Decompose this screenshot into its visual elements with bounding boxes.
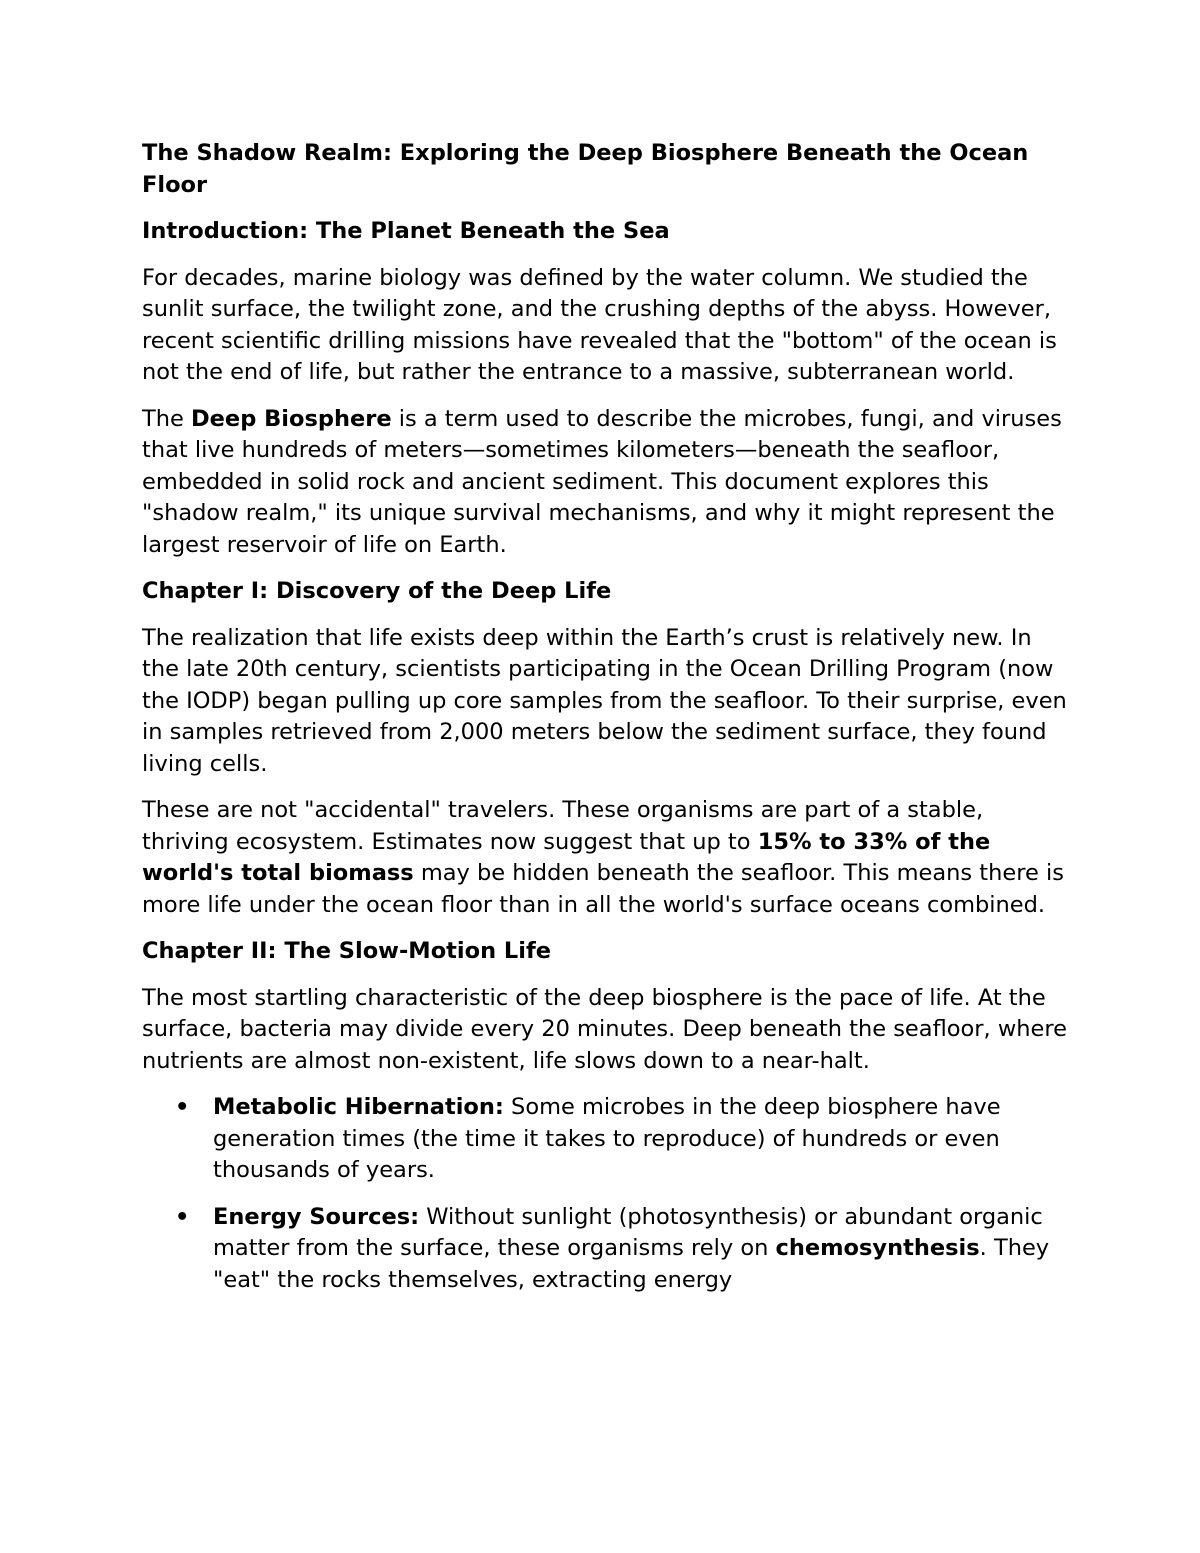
intro-paragraph-1: For decades, marine biology was defined by the water column. We studied the sunlit surface, the twilight zone, and the crushing depths of the abyss. However, recent scientific drilling missions have revealed that the "bottom" of the ocean is not the end of life, but rather the entrance to a massive, subterranean world. <box>142 264 1057 385</box>
chapter-1-paragraph-1: The realization that life exists deep within the Earth’s crust is relatively new. In the late 20th century, scientists participating in the Ocean Drilling Program (now the IODP) began pulling up core samples from the seafloor. To their surprise, even in samples retrieved from 2,000 meters below the sediment surface, they found living cells. <box>142 624 1067 777</box>
chapter-1-paragraph-2 <box>142 795 1070 921</box>
chemosynthesis-term: chemosynthesis <box>775 1235 980 1261</box>
document-title: The Shadow Realm: Exploring the Deep Biosphere Beneath the Ocean Floor <box>142 140 1029 198</box>
chapter-2-heading: Chapter II: The Slow-Motion Life <box>142 938 552 964</box>
bullet-icon: • <box>175 1094 190 1120</box>
bullet-list <box>142 1092 1070 1296</box>
bullet-text-a: Without sunlight (photosynthesis) or abundant organic matter from the surface, these organisms rely on <box>213 1203 1043 1261</box>
bullet-icon: • <box>175 1203 190 1230</box>
list-item <box>142 1202 1070 1297</box>
chapter-2-paragraph-1: The most startling characteristic of the deep biosphere is the pace of life. At the surface, bacteria may divide every 20 minutes. Deep beneath the seafloor, where nutrients are almost non-existent, life slows down to a near-halt. <box>142 984 1067 1074</box>
intro-p2-text-c: is a term used to describe the microbes, fungi, and viruses that live hundreds of meters—sometimes kilometers—beneath the seafloor, embedded in solid rock and ancient sediment. This document explores this "shadow realm," its unique survival mechanisms, and why it might represent the largest reservoir of life on Earth. <box>142 405 1062 558</box>
deep-biosphere-term: Deep Biosphere <box>191 405 392 432</box>
ch1-p2-text-c: may be hidden beneath the seafloor. This means there is more life under the ocean floor than in all the world's surface oceans combined. <box>142 860 1064 918</box>
biomass-estimate: 15% to 33% of the world's total biomass <box>142 828 991 886</box>
chapter-1-heading: Chapter I: Discovery of the Deep Life <box>142 578 612 604</box>
intro-paragraph-2 <box>142 404 1070 562</box>
bullet-text: Some microbes in the deep biosphere have generation times (the time it takes to reproduce) of hundreds or even thousands of years. <box>213 1094 1001 1183</box>
document-page <box>142 138 1070 1311</box>
bullet-text-b: . They "eat" the rocks themselves, extracting energy <box>213 1235 1050 1293</box>
bullet-label: Energy Sources: <box>213 1203 420 1230</box>
intro-p2-text-a: The <box>142 405 191 432</box>
list-item <box>142 1092 1070 1187</box>
ch1-p2-text-a: These are not "accidental" travelers. These organisms are part of a stable, thriving ecosystem. Estimates now suggest that up to <box>142 797 984 855</box>
intro-heading: Introduction: The Planet Beneath the Sea <box>142 218 670 244</box>
bullet-label: Metabolic Hibernation: <box>213 1094 504 1120</box>
